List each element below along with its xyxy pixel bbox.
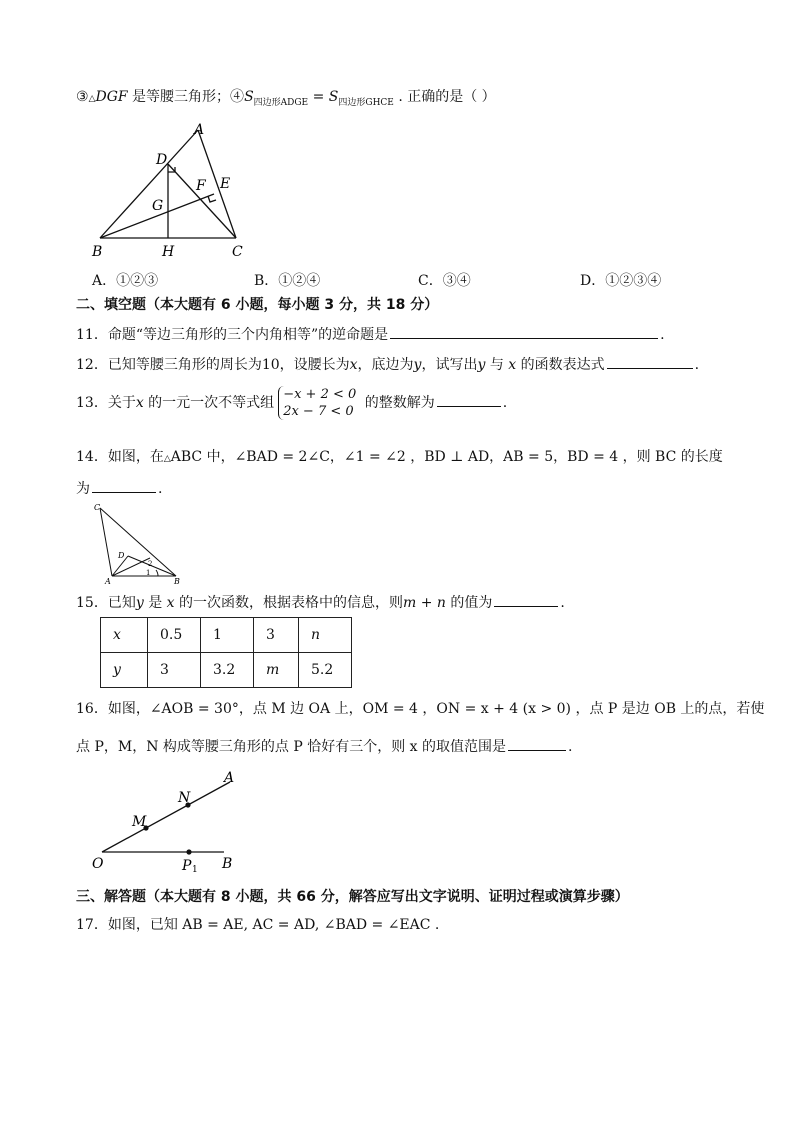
q15-mn: m + n xyxy=(403,595,446,611)
q12-y2: y xyxy=(477,357,486,373)
q15-text-b: 是 xyxy=(143,595,167,611)
q10-text-mid: 是等腰三角形；④ xyxy=(127,89,245,105)
point-P1 xyxy=(186,849,191,854)
q16-text: 点 P，M，N 构成等腰三角形的点 P 恰好有三个，则 x 的取值范围是 xyxy=(76,739,507,755)
table-cell: n xyxy=(299,618,352,653)
q16-line1: 16．如图，∠AOB = 30°，点 M 边 OA 上，OM = 4 ，ON = x + 4 (x > 0) ，点 P 是边 OB 上的点，若使 xyxy=(76,701,765,717)
label-D: D xyxy=(118,551,125,560)
q12-text-c: ，试写出 xyxy=(421,357,478,373)
option-d[interactable]: D．①②③④ xyxy=(580,273,662,289)
ray-OA xyxy=(102,782,230,852)
q11-text: 11．命题“等边三角形的三个内角相等”的逆命题是 xyxy=(76,327,389,343)
q16-figure xyxy=(88,766,248,876)
angle-mark xyxy=(156,570,158,576)
right-angle-E xyxy=(208,196,216,202)
q14-line2 xyxy=(76,478,162,498)
q15-text-a: 15．已知 xyxy=(76,595,136,611)
q14-end: . xyxy=(158,481,163,497)
q15-end: . xyxy=(560,595,565,611)
q14-answer-blank[interactable] xyxy=(92,478,156,493)
q10-figure xyxy=(86,118,256,263)
label-B: B xyxy=(222,856,233,872)
q13-x: x xyxy=(135,395,144,411)
q10-question: . 正确的是（ ） xyxy=(393,89,496,105)
q16-end: . xyxy=(568,739,573,755)
table-cell: x xyxy=(101,618,148,653)
label-N: N xyxy=(178,790,191,806)
q12-answer-blank[interactable] xyxy=(607,354,693,369)
label-G: G xyxy=(152,198,164,214)
q13-ineq1: −x + 2 < 0 xyxy=(283,387,357,402)
q15-x: x xyxy=(166,595,175,611)
q17: 17．如图，已知 AB = AE, AC = AD, ∠BAD = ∠EAC . xyxy=(76,917,440,933)
q13-answer-blank[interactable] xyxy=(437,392,501,407)
q10-s1: S xyxy=(244,89,254,105)
q15 xyxy=(76,592,565,612)
label-O: O xyxy=(92,856,104,872)
segment-CB xyxy=(100,508,176,576)
label-M: M xyxy=(132,814,147,830)
label-2: 2 xyxy=(148,560,153,568)
q10-s1-sub: 四边形ADGE xyxy=(253,97,309,108)
q12-y: y xyxy=(413,357,422,373)
q16-answer-blank[interactable] xyxy=(508,736,566,751)
q15-text-d: 的值为 xyxy=(445,595,493,611)
label-B: B xyxy=(92,244,103,260)
q13-ineq2: 2x − 7 < 0 xyxy=(283,404,354,419)
option-c[interactable]: C．③④ xyxy=(418,273,471,289)
q13 xyxy=(76,384,507,422)
label-A: A xyxy=(105,577,111,586)
table-row xyxy=(101,653,352,688)
q15-table xyxy=(100,617,352,688)
segment-CA xyxy=(100,508,112,576)
q12-text-a: 12．已知等腰三角形的周长为10，设腰长为 xyxy=(76,357,350,373)
q14-text-b: ABC 中，∠BAD = 2∠C，∠1 = ∠2 ，BD ⊥ AD，AB = 5，BD = 4 ，则 BC 的长度 xyxy=(170,449,723,465)
q11-answer-blank[interactable] xyxy=(390,324,658,339)
q15-text-c: 的一次函数，根据表格中的信息，则 xyxy=(174,595,404,611)
q14-figure xyxy=(90,500,190,586)
segment-BA xyxy=(100,130,198,238)
label-F: F xyxy=(196,178,206,194)
q13-end: . xyxy=(502,395,508,411)
table-cell: 5.2 xyxy=(299,653,352,688)
option-a[interactable]: A．①②③ xyxy=(92,273,159,289)
label-H: H xyxy=(162,244,175,260)
label-1: 1 xyxy=(146,569,151,577)
table-cell: y xyxy=(101,653,148,688)
q11-end: . xyxy=(660,327,665,343)
table-cell: m xyxy=(254,653,299,688)
table-cell: 1 xyxy=(201,618,254,653)
table-cell: 3 xyxy=(148,653,201,688)
section2-heading: 二、填空题（本大题有 6 小题，每小题 3 分，共 18 分） xyxy=(76,297,439,313)
q15-answer-blank[interactable] xyxy=(494,592,558,607)
q12-x: x xyxy=(349,357,358,373)
q10-s2-sub: 四边形GHCE xyxy=(338,97,394,108)
q13-text-b: 的一元一次不等式组 xyxy=(143,395,275,411)
label-A: A xyxy=(194,122,205,138)
q12-x2: x xyxy=(508,357,517,373)
q12-text-d: 与 xyxy=(485,357,509,373)
q12-text-e: 的函数表达式 xyxy=(516,357,605,373)
option-b[interactable]: B．①②④ xyxy=(254,273,321,289)
q14-line1: 14．如图，在△ABC 中，∠BAD = 2∠C，∠1 = ∠2 ，BD ⊥ AD，AB = 5，BD = 4 ，则 BC 的长度 xyxy=(76,449,723,465)
q11 xyxy=(76,324,665,344)
label-C: C xyxy=(232,244,243,260)
table-cell: 3 xyxy=(254,618,299,653)
section3-heading: 三、解答题（本大题有 8 小题，共 66 分，解答应写出文字说明、证明过程或演算步骤） xyxy=(76,889,629,905)
q10-circle-3: ③ xyxy=(76,89,89,105)
q10-statement: ③△DGF 是等腰三角形；$④S_{四边形ADGE} = S_{四边形GHCE}$ . 正确的是（ ） xyxy=(76,89,496,108)
q14-text-c: 为 xyxy=(76,481,90,497)
label-D: D xyxy=(156,152,168,168)
label-C: C xyxy=(94,503,101,512)
q13-text-c: 的整数解为 xyxy=(360,395,435,411)
q14-text-a: 14．如图，在 xyxy=(76,449,164,465)
q12-text-b: ，底边为 xyxy=(357,357,414,373)
q10-triangle-name: DGF xyxy=(95,89,128,105)
q13-inequality-system xyxy=(278,386,356,420)
label-P-sub: 1 xyxy=(192,865,198,875)
table-cell: 0.5 xyxy=(148,618,201,653)
q13-text-a: 13．关于 xyxy=(76,395,136,411)
q12 xyxy=(76,354,699,374)
label-A: A xyxy=(224,770,235,786)
label-E: E xyxy=(220,176,231,192)
label-P: P xyxy=(182,858,192,874)
segment-A-bisect xyxy=(112,558,153,576)
table-row xyxy=(101,618,352,653)
q12-end: . xyxy=(694,357,700,373)
label-B: B xyxy=(174,577,180,586)
q15-y: y xyxy=(135,595,144,611)
q10-eq: = S xyxy=(308,89,339,105)
table-cell: 3.2 xyxy=(201,653,254,688)
q16-line2 xyxy=(76,736,572,756)
